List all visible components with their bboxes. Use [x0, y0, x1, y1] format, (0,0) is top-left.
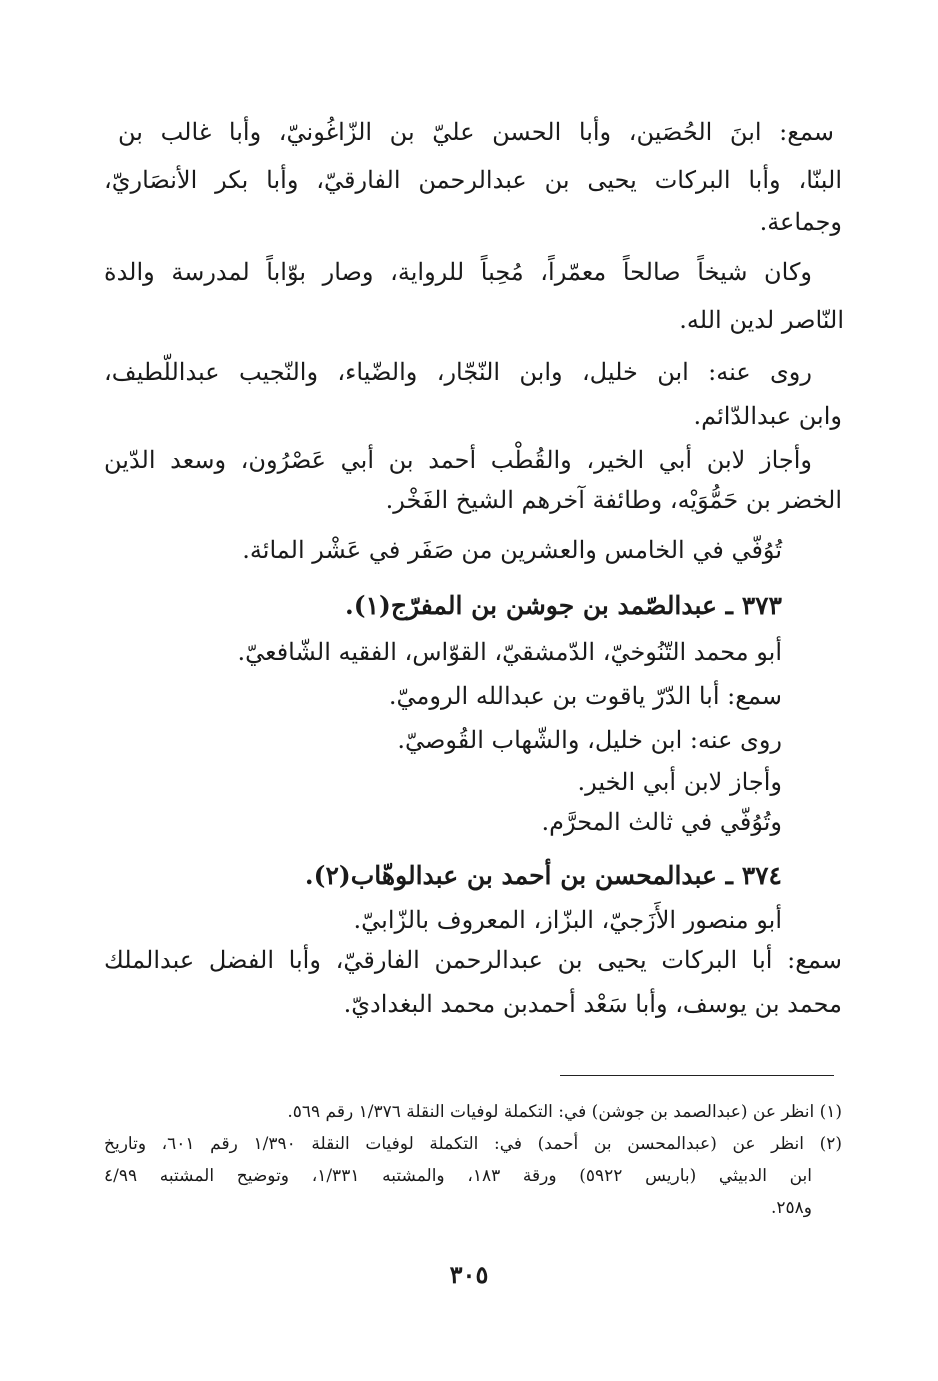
text-line: وابن عبدالدّائم.: [693, 402, 842, 430]
text-line: وكان شيخاً صالحاً معمّراً، مُحِباً للرواية، وصار بوّاباً لمدرسة والدة: [104, 258, 812, 286]
text-line: وأجاز لابن أبي الخير، والقُطْب أحمد بن أبي عَصْرُون، وسعد الدّين: [104, 446, 812, 474]
text-line: روى عنه: ابن خليل، وابن النّجّار، والضّياء، والنّجيب عبداللّطيف،: [104, 358, 812, 386]
footnote: و٢٥٨.: [770, 1198, 812, 1218]
page-number: ٣٠٥: [449, 1260, 489, 1289]
footnote: ابن الدبيثي (باريس ٥٩٢٢) ورقة ١٨٣، والمشتبه ١/٣٣١، وتوضيح المشتبه ٤/٩٩: [104, 1166, 812, 1186]
text-line: أبو محمد التّنُوخيّ، الدّمشقيّ، القوّاس، الفقيه الشّافعيّ.: [237, 638, 782, 666]
text-line: محمد بن يوسف، وأبا سَعْد أحمدبن محمد البغداديّ.: [343, 990, 842, 1018]
entry-heading: ٣٧٤ ـ عبدالمحسن بن أحمد بن عبدالوهّاب(٢).: [304, 861, 782, 890]
footnote-separator: [560, 1075, 834, 1076]
text-line: النّاصر لدين الله.: [679, 306, 844, 334]
text-line: سمع: أبا الدّرّ ياقوت بن عبدالله الروميّ.: [388, 682, 782, 710]
text-line: أبو منصور الأَزَجيّ، البزّاز، المعروف بالزّابيّ.: [353, 906, 782, 934]
footnote: (١) انظر عن (عبدالصمد بن جوشن) في: التكملة لوفيات النقلة ١/٣٧٦ رقم ٥٦٩.: [287, 1102, 842, 1122]
text-line: وتُوُفّي في ثالث المحرَّم.: [541, 808, 782, 836]
text-line: وأجاز لابن أبي الخير.: [577, 768, 782, 796]
footnote: (٢) انظر عن (عبدالمحسن بن أحمد) في: التكملة لوفيات النقلة ١/٣٩٠ رقم ٦٠١، وتاريخ: [104, 1134, 842, 1154]
text-line: الخضر بن حَمُّوَيْه، وطائفة آخرهم الشيخ الفَخْر.: [385, 486, 842, 514]
text-line: وجماعة.: [759, 208, 842, 236]
entry-heading: ٣٧٣ ـ عبدالصّمد بن جوشن بن المفرّج(١).: [345, 591, 782, 620]
text-line: البنّا، وأبا البركات يحيى بن عبدالرحمن الفارقيّ، وأبا بكر الأنصَاريّ،: [104, 166, 842, 194]
text-line: روى عنه: ابن خليل، والشّهاب القُوصيّ.: [397, 726, 782, 754]
text-line: سمع: أبا البركات يحيى بن عبدالرحمن الفارقيّ، وأبا الفضل عبدالملك: [104, 946, 842, 974]
text-line: تُوُفّي في الخامس والعشرين من صَفَر في عَشْر المائة.: [242, 536, 782, 564]
text-line: سمع: ابنَ الحُصَين، وأبا الحسن عليّ بن الزّاغُونيّ، وأبا غالب بن: [118, 118, 834, 146]
